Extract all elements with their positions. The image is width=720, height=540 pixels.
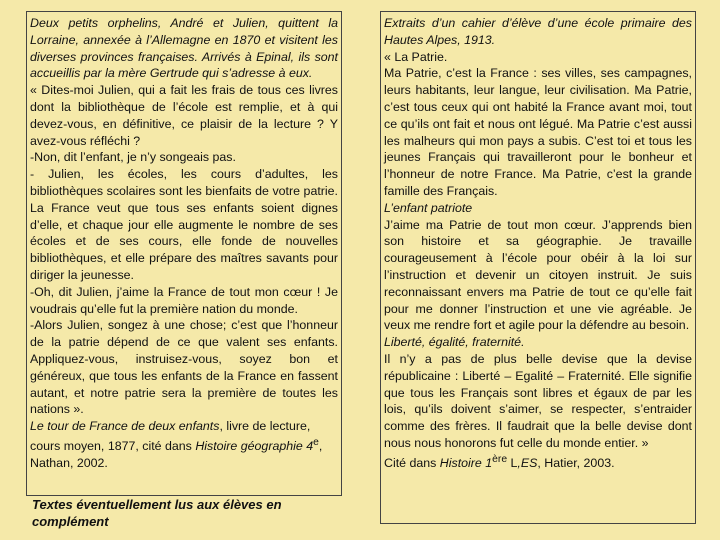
right-heading: « La Patrie. <box>384 49 448 64</box>
source-superscript: ère <box>492 453 508 465</box>
source-title: Le tour de France de deux enfants <box>30 419 220 434</box>
right-heading: Liberté, égalité, fraternité. <box>384 335 525 350</box>
left-paragraph: -Non, dit l’enfant, je n’y songeais pas. <box>30 150 236 165</box>
left-text-box <box>26 11 342 496</box>
source-text: Cité dans <box>384 455 440 470</box>
left-paragraph: « Dites-moi Julien, qui a fait les frais de tous ces livres dont la bibliothèque de l’école est remplie, et à qui devez-vous, en définitive, ce plaisir de la lecture ? Y avez-vous réfléchi ? <box>30 83 338 148</box>
right-paragraph: Il n’y a pas de plus belle devise que la devise républicaine : Liberté – Egalité – Fraternité. Elle signifie que tous les Français sont libres et égaux de par les lois, qu’ils doivent s’aimer, se respecter, s’entraider comme des frères. Il faudrait que la belle devise dont nous nous honorons fut celle du monde entier. » <box>384 351 692 450</box>
right-text-box <box>380 11 696 524</box>
left-paragraph: -Oh, dit Julien, j’aime la France de tout mon cœur ! Je voudrais qu’elle fut la première nation du monde. <box>30 284 338 316</box>
left-intro: Deux petits orphelins, André et Julien, quittent la Lorraine, annexée à l’Allemagne en 1870 et visitent les diverses provinces françaises. Arrivés à Epinal, ils sont accueillis par la mère Gertrude qui s’adresse à eux. <box>30 16 338 81</box>
footnote: Textes éventuellement lus aux élèves en complément <box>32 497 282 529</box>
right-source <box>384 452 692 472</box>
left-paragraph: - Julien, les écoles, les cours d’adultes, les bibliothèques scolaires sont les bienfaits de votre patrie. La France veut que tous ses enfants soient dignes d’elle, et chaque jour elle augmente le nombre de ses écoles et de ses cours, elle fonde de nouvelles bibliothèques, et elle prépare des maîtres savants pour diriger la jeunesse. <box>30 167 338 282</box>
source-superscript: e <box>313 436 319 448</box>
source-text: , livre de lecture, cours moyen, 1877, cité dans <box>30 419 311 454</box>
source-book: Histoire 1 <box>439 455 493 470</box>
source-text: L <box>507 455 518 470</box>
right-paragraph: J’aime ma Patrie de tout mon cœur. J’apprends bien son histoire et sa géographie. Je travaille courageusement à l’école pour obéir à la loi sur l’instruction et devenir un citoyen instruit. Je suis reconnaissant envers ma Patrie de tout ce qu’elle fait pour me donner l’instruction et une vie agréable. Je veux me rendre fort et agile pour la défendre au besoin. <box>384 217 692 333</box>
source-text-italic: ,ES <box>517 455 538 470</box>
right-heading: L’enfant patriote <box>384 200 473 215</box>
right-paragraph: Ma Patrie, c’est la France : ses villes, ses campagnes, leurs habitants, leur langue, leur civilisation. Ma Patrie, c’est tous ceux qui ont habité la France avant moi, tout ce qu’ils ont fait et nous ont légué. Ma Patrie c’est aussi les malheurs qui mon pays a subis. C’est toi et tous les jeunes Français qui travailleront pour le bonheur et l’honneur de notre France. Ma Patrie, c’est la grande famille des Français. <box>384 66 692 198</box>
left-source <box>30 418 338 472</box>
source-text: , Nathan, 2002. <box>30 439 323 470</box>
right-intro: Extraits d’un cahier d’élève d’une école primaire des Hautes Alpes, 1913. <box>384 16 692 47</box>
source-text: , Hatier, 2003. <box>537 455 615 470</box>
source-book: Histoire géographie 4 <box>195 439 314 454</box>
left-paragraph: -Alors Julien, songez à une chose; c’est que l’honneur de la patrie dépend de ce que valent ses enfants. Appliquez-vous, instruisez-vous, soyez bon et généreux, que tous les enfants de la France en fassent autant, et notre patrie sera la première de toutes les nations ». <box>30 318 338 417</box>
